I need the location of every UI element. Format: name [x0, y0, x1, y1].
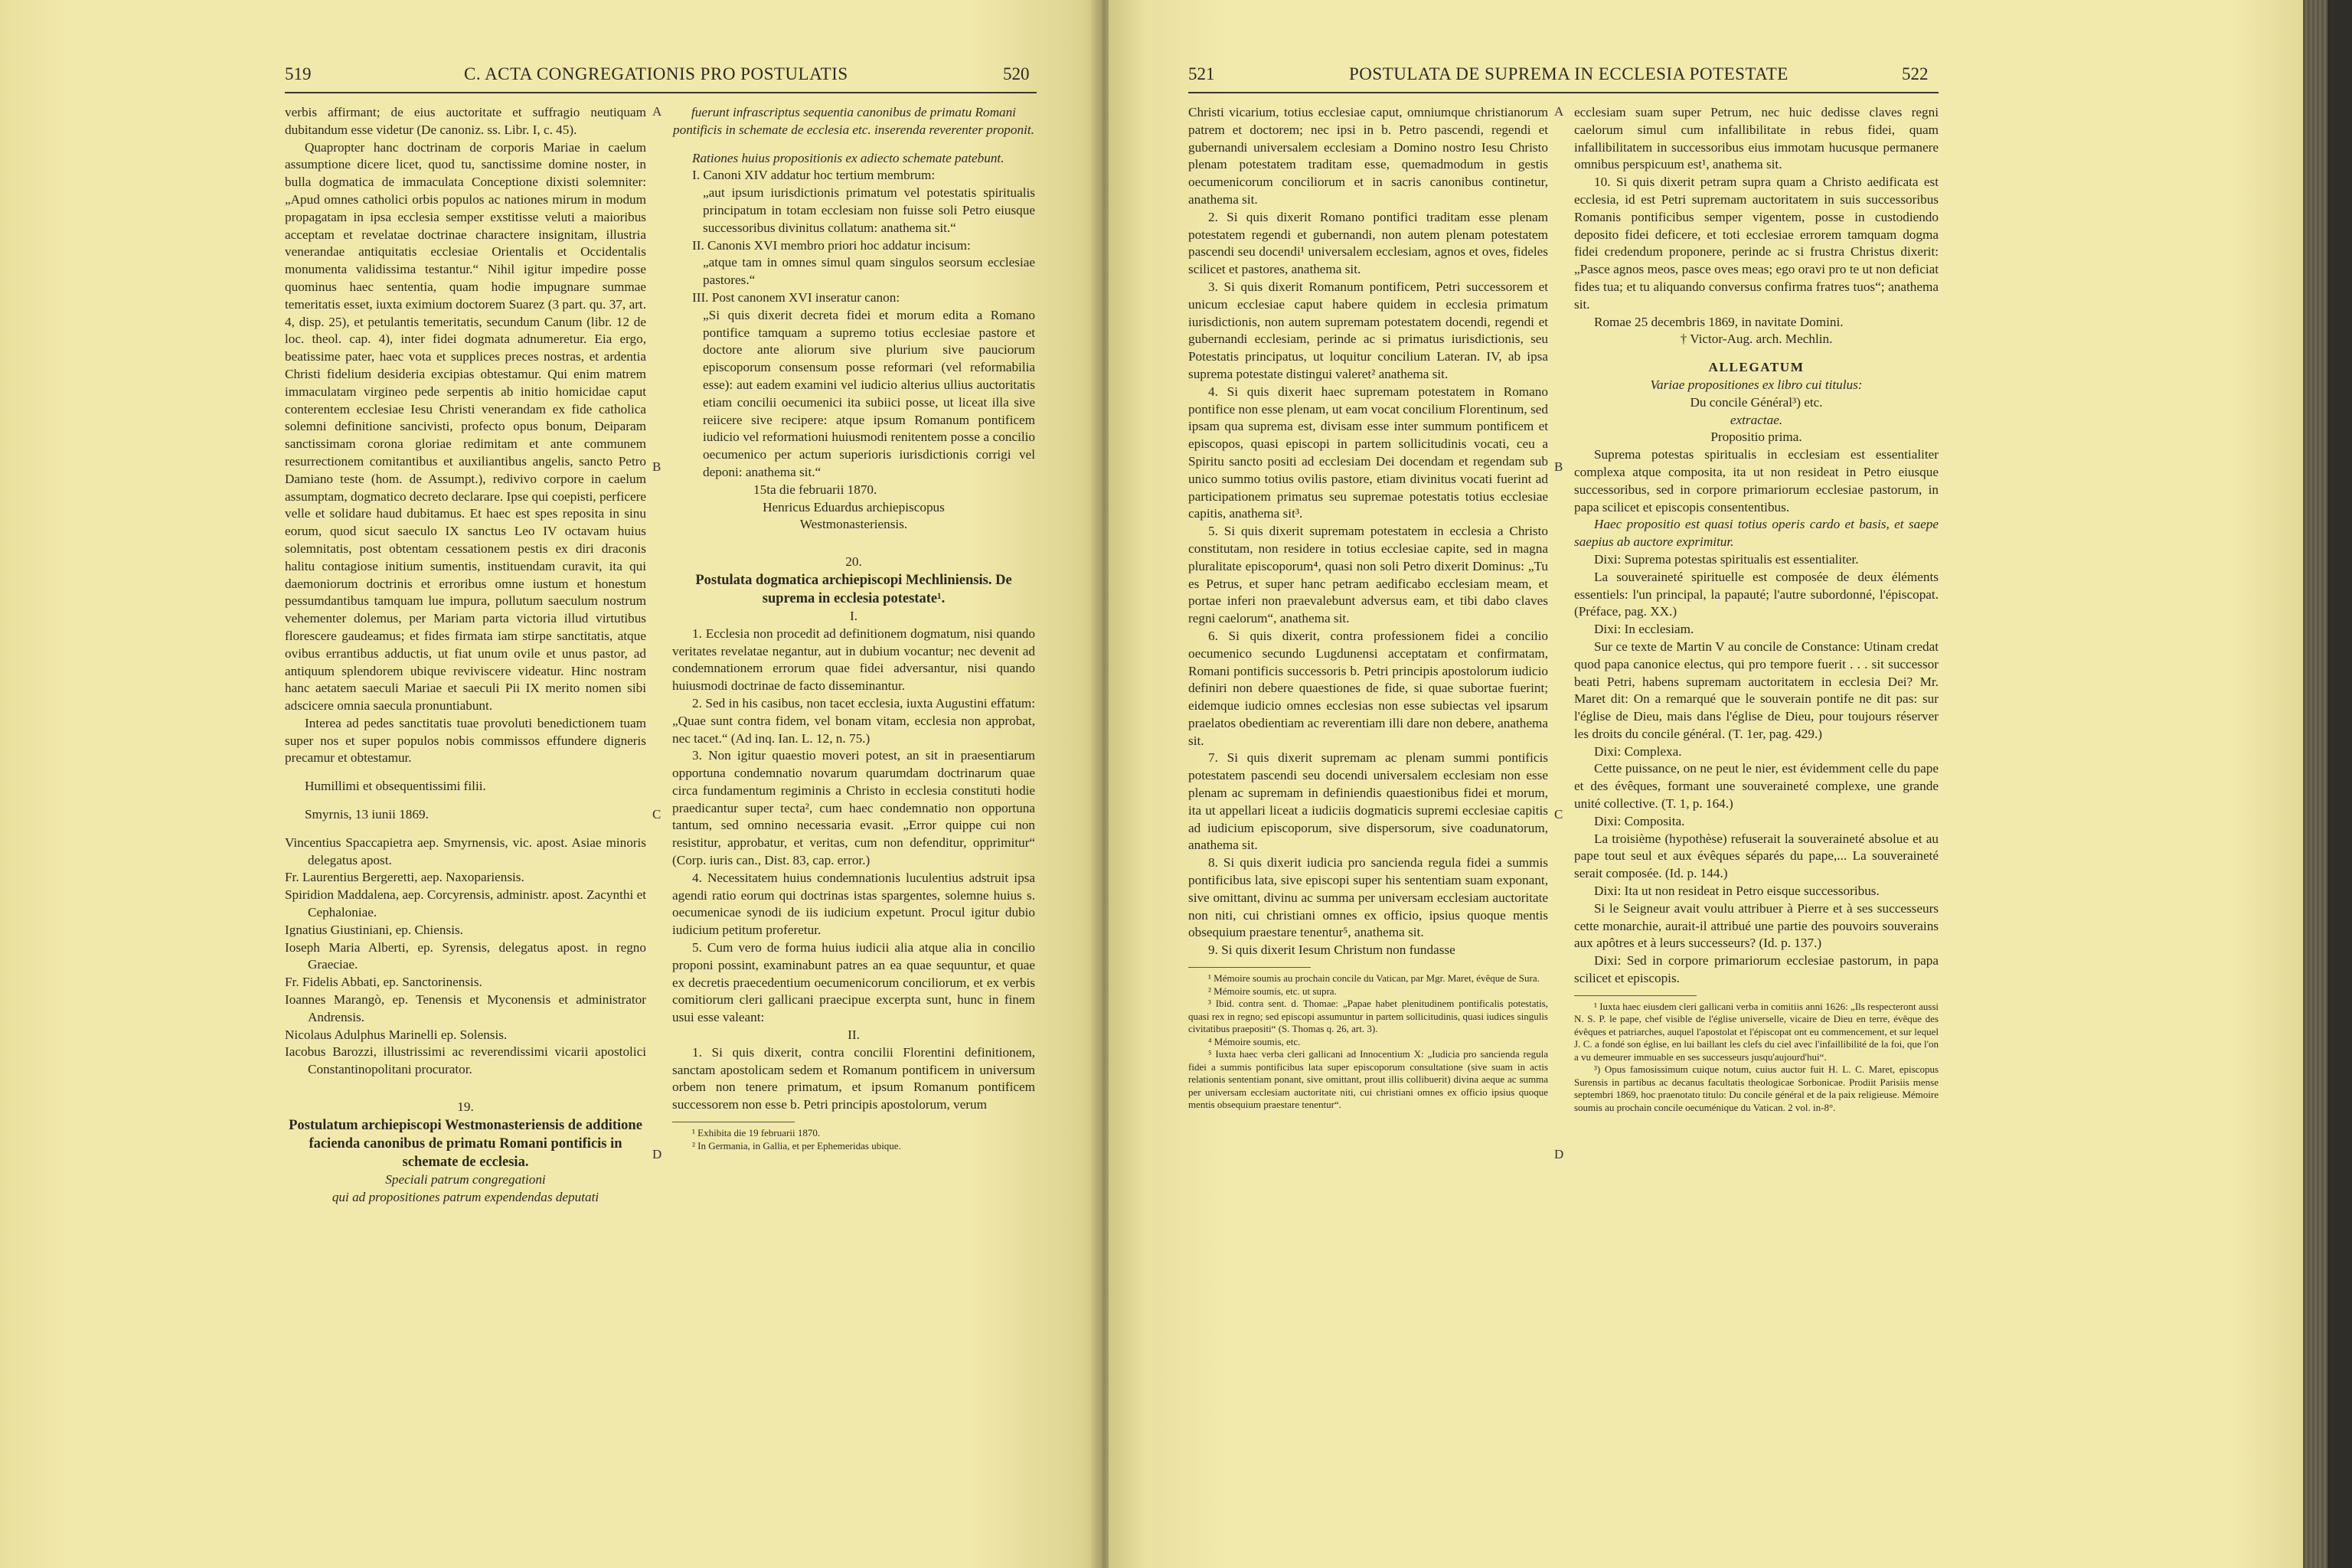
running-head-right: POSTULATA DE SUPREMA IN ECCLESIA POTESTATE: [1349, 64, 1788, 83]
footnote-rule: [1574, 995, 1697, 996]
margin-letter: D: [652, 1147, 662, 1161]
signatory: Ioannes Marangò, ep. Tenensis et Myconensis et administrator Andrensis.: [285, 992, 646, 1024]
margin-letter: D: [1554, 1147, 1564, 1161]
canon-intro: I. Canoni XIV addatur hoc tertium membrum:: [692, 168, 936, 183]
closing-line: Humillimi et obsequentissimi filii.: [305, 779, 486, 794]
paragraph: Dixi: Composita.: [1594, 813, 1685, 828]
paragraph: Dixi: In ecclesiam.: [1594, 622, 1694, 637]
canon-text: „aut ipsum iurisdictionis primatum vel potestatis spiritualis principatum in totam ecclesiam non fuisse soli Petro eiusque successoribus divinitus collatum: anathema sit.“: [703, 185, 1035, 235]
paragraph: 2. Sed in his casibus, non tacet ecclesia, iuxta Augustini effatum: „Quae sunt contra fidem, vel bonam vitam, ecclesia non approbat, nec tacet.“ (Ad inq. Ian. L. 12, n. 75.): [672, 695, 1035, 746]
right-page: [1109, 0, 2303, 1568]
allegatum-subtitle: extractae.: [1730, 412, 1783, 427]
paragraph: 3. Non igitur quaestio moveri potest, an sit in praesentiarum opportuna condemnatio novarum quarumdam doctrinarum quae circa fundamentum regiminis a Christo in ecclesia constituti hodie praedicantur super tecta², cum haec condemnatio non opportuna tantum, sed omnino necessaria evasit. „Error quippe cui non resistitur, approbatur, et veritas, cum non defenditur, opprimitur“ (Corp. iuris can., Dist. 83, cap. error.): [672, 748, 1035, 868]
paragraph: fuerunt infrascriptus sequentia canonibus de primatu Romani pontificis in schemate de ecclesia etc. inserenda reverenter proponit.: [673, 105, 1034, 137]
background-edge: [2328, 0, 2352, 1568]
footnote: ³ Ibid. contra sent. d. Thomae: „Papae habet plenitudinem pontificalis potestatis, quasi rex in regno; sed episcopi assumuntur in partem sollicitudinis, quasi iudices singulis civitatibus praepositi“ (S. Thomas q. 26, art. 3).: [1188, 998, 1548, 1035]
paragraph: 7. Si quis dixerit supremam ac plenam summi pontificis potestatem pascendi seu docendi universalem ecclesiam non esse plenam ac supremam in definiendis quaestionibus fidei et morum, ita ut appellari liceat a iudiciis dogmaticis supremi ecclesiae capitis ad iudicium episcoporum, sive dispersorum, sive coadunatorum, anathema sit.: [1188, 750, 1548, 853]
paragraph: Si le Seigneur avait voulu attribuer à Pierre et à ses successeurs cette monarchie, aurait-il attribué une partie des pouvoirs souverains aux apôtres et à leurs successeurs? (Id. p. 137.): [1574, 900, 1939, 951]
roman-numeral: I.: [849, 608, 858, 623]
paragraph: 5. Si quis dixerit supremam potestatem in ecclesia a Christo constitutam, non residere in totius ecclesiae capite, sed in magna pluralitate episcoporum⁴, quasi non soli Petro dixerit Dominus: „Tu es Petrus, et super hanc petram aedificabo ecclesiam meam, et portae inferi non praevalebunt adversus eam, et tibi dabo claves regni caelorum“, anathema sit.: [1188, 524, 1548, 626]
paragraph: Haec propositio est quasi totius operis cardo et basis, et saepe saepius ab auctore exprimitur.: [1574, 517, 1939, 550]
signatory: Spiridion Maddalena, aep. Corcyrensis, administr. apost. Zacynthi et Cephaloniae.: [285, 887, 646, 920]
paragraph: 3. Si quis dixerit Romanum pontificem, Petri successorem et unicum ecclesiae caput habere quidem in ecclesia primatum iurisdictionis, non autem supremam potestatem docendi, regendi et gubernandi ecclesiam, perinde ac si primatus iurisdictionis, seu Potestatis principatus, ut loquitur concilium Lateran. IV, ab ipsa suprema potestate distingui valeret² anathema sit.: [1188, 279, 1548, 381]
signatory: Vincentius Spaccapietra aep. Smyrnensis, vic. apost. Asiae minoris delegatus apost.: [285, 835, 646, 867]
date-line: Smyrnis, 13 iunii 1869.: [305, 807, 429, 822]
canon-intro: II. Canonis XVI membro priori hoc addatur incisum:: [692, 237, 971, 253]
allegatum-subtitle: Du concile Général³) etc.: [1690, 394, 1823, 410]
paragraph: 2. Si quis dixerit Romano pontifici traditam esse plenam potestatem regendi et gubernandi, non autem plenam potestatem pascendi seu docendi¹ universalem ecclesiam, agnos et oves, fideles scilicet et pastores, anathema sit.: [1188, 209, 1548, 277]
paragraph: Dixi: Sed in corpore primariorum ecclesiae pastorum, in papa scilicet et episcopis.: [1574, 953, 1939, 986]
signature: Henricus Eduardus archiepiscopus: [763, 499, 945, 514]
left-page: [0, 0, 1102, 1568]
section-title: Postulata dogmatica archiepiscopi Mechliniensis. De suprema in ecclesia potestate¹.: [695, 572, 1012, 606]
left-column-1: [285, 104, 646, 1206]
footnote: ¹ Exhibita die 19 februarii 1870.: [692, 1127, 821, 1139]
paragraph: La souveraineté spirituelle est composée de deux éléments essentiels: l'un principal, la papauté; l'autre subordonné, l'épiscopat. (Préface, pag. XX.): [1574, 569, 1939, 619]
paragraph: 10. Si quis dixerit petram supra quam a Christo aedificata est ecclesia, id est Petri supremam auctoritatem in suis successoribus Romanis pontificibus semper vigentem, posse in custodiendo deposito fidei deficere, et toti ecclesiae errorem tamquam dogma fidei credendum proponere, perinde ac si frustra Christus dixerit: „Pasce agnos meos, pasce oves meas; ego oravi pro te ut non deficiat fides tua; et tu aliquando conversus confirma fratres tuos“; anathema sit.: [1574, 175, 1939, 312]
section-subtitle: qui ad propositiones patrum expendendas deputati: [332, 1189, 599, 1204]
footnote: ¹ Iuxta haec eiusdem cleri gallicani verba in comitiis anni 1626: „Ils respecteront aussi N. S. P. le pape, chef visible de l'église universelle, vicaire de Dieu en terre, évêque des évêques et patriarches, auquel l'apostolat et l'épiscopat ont eu commencement, et sur lequel J. C. a fondé son église, en lui baillant les clefs du ciel avec l'infaillibilité de la foi, que l'on a vu demeurer immuable en ses successeurs jusqu'aujourd'hui“.: [1574, 1000, 1939, 1063]
page-number-522: 522: [1902, 64, 1929, 83]
margin-letter: A: [652, 104, 662, 119]
signatory: Iacobus Barozzi, illustrissimi ac reverendissimi vicarii apostolici Constantinopolitani procurator.: [285, 1044, 646, 1077]
signatory: Fr. Laurentius Bergeretti, aep. Naxopariensis.: [285, 870, 524, 885]
section-number: 20.: [845, 554, 862, 570]
signature: † Victor-Aug. arch. Mechlin.: [1680, 332, 1833, 347]
date-line: Romae 25 decembris 1869, in navitate Domini.: [1594, 314, 1844, 329]
paragraph: Sur ce texte de Martin V au concile de Constance: Utinam credat quod papa canonice electus, qui pro tempore fuerit . . . sit successor beati Petri, habens supremam auctoritatem in ecclesia Dei? Mr. Maret dit: On a remarqué que le souverain pontife ne dit pas: sur l'église de Dieu, mais dans l'église de Dieu, pour toujours réserver les droits du concile général. (T. 1er, pag. 429.): [1574, 639, 1939, 741]
margin-letter: C: [652, 807, 662, 822]
page-number-521: 521: [1188, 64, 1215, 83]
allegatum-heading: ALLEGATUM: [1708, 360, 1805, 375]
canon-text: „atque tam in omnes simul quam singulos seorsum ecclesiae pastores.“: [703, 255, 1035, 288]
paragraph: 9. Si quis dixerit Iesum Christum non fundasse: [1208, 942, 1455, 958]
right-column-2: [1574, 104, 1939, 1114]
section-number: 19.: [457, 1099, 474, 1115]
signature: Westmonasteriensis.: [799, 517, 908, 532]
paragraph: Dixi: Suprema potestas spiritualis est essentialiter.: [1594, 551, 1859, 567]
margin-letter: B: [652, 459, 662, 474]
paragraph: Quapropter hanc doctrinam de corporis Mariae in caelum assumptione dicere licet, quod tu, sanctissime domine noster, in bulla dogmatica de immaculata Conceptione dixisti solemniter: „Apud omnes catholici orbis populos ac nationes mirum in modum propagatam in ipsa ecclesia semper exstitisse veluti a maioribus acceptam et revelatae doctrinae charactere insignitam, illustria venerandae antiquitatis ecclesiae Orientalis et Occidentalis monumenta validissima testantur.“ Nihil igitur impedire posse quominus haec sententia, quam hodie impugnare summae temeritatis esset, iuxta eximium doctorem Suarez (3 part. qu. 37, art. 4, disp. 25), et petulantis temeritatis, secundum Canum (libr. 12 de loc. theol. cap. 4), inter fidei dogmata adnumeretur. Eia ergo, beatissime pater, haec vota et supplices preces nostras, et ardentia Christi fidelium desideria excipias obtestamur. Qui enim matrem immaculatam virgineo pede serpentis ab initio homicidae caput conterentem ecclesiae Iesu Christi venerandam ex fide catholica solemni definitione sancivisti, profecto opus bonum, Deiparam sanctissimam corona gloriae redimitam et ante communem resurrectionem comitantibus et auxiliantibus angelis, sancto Petro Damiano teste (hom. de Assumpt.), redivivo corpore in caelum assumptam, dogmatico decreto declarare. Ipse qui coepisti, perficere velle et solidare haud dubitamus. Et haec est spes reposita in sinu eorum, quod sicut saeculo IX sanctus Leo IV octavam huius solemnitatis, post obtentam cessationem pestis ex diri draconis halitu contagiose initium sumentis, instituendam curavit, ita qui daemoniorum doctrinis et erroribus omne iustum et honestum pessumdantibus tamquam lue impura, pollutum saeculum nostrum vehementer dolemus, per Mariam parta victoria illud virtutibus florescere gaudeamus; et fides firmata iam stirpe sanctitatis, atque ovibus errantibus adductis, ut fiat unum ovile et unus pastor, ad antiquum splendorem ubique reviviscere videatur. Hinc nostram hanc aetatem saeculi Mariae et saeculi Pii IX merito nomen sibi adscicere omnia saecula pronuntiabunt.: [285, 139, 646, 714]
footnote: ² In Germania, in Gallia, et per Ephemeridas ubique.: [692, 1139, 901, 1152]
section-subtitle: Speciali patrum congregationi: [385, 1171, 546, 1187]
page-number-519: 519: [285, 64, 312, 83]
footnote-rule: [1188, 967, 1311, 968]
paragraph: Dixi: Complexa.: [1594, 743, 1682, 759]
paragraph: Cette puissance, on ne peut le nier, est évidemment celle du pape et des évêques, formant une souveraineté complexe, une grande unité collective. (T. 1, p. 164.): [1574, 761, 1939, 812]
running-head-left: C. ACTA CONGREGATIONIS PRO POSTULATIS: [464, 64, 848, 83]
margin-letter: B: [1554, 459, 1563, 474]
paragraph: La troisième (hypothèse) refuserait la souveraineté absolue et au pape tout seul et aux évêques séparés du pape,... La souveraineté serait composée. (Id. p. 144.): [1574, 831, 1939, 881]
paragraph: Christi vicarium, totius ecclesiae caput, omniumque christianorum patrem et doctorem; nec ipsi in b. Petro pascendi, regendi et gubernandi universalem ecclesiam a Domino nostro Iesu Christo plenam potestatem traditam esse, quemadmodum in gestis oecumenicorum conciliorum et in sacris canonibus continetur, anathema sit.: [1188, 105, 1548, 207]
left-column-2: [672, 104, 1035, 1152]
footnote: ² Mémoire soumis, etc. ut supra.: [1208, 985, 1337, 997]
page-number-520: 520: [1003, 64, 1030, 83]
paragraph: Interea ad pedes sanctitatis tuae provoluti benedictionem tuam super nos et super populos nobis commissos effundere digneris precamur et obtestamur.: [285, 715, 646, 766]
paragraph: verbis affirmant; de eius auctoritate et suffragio neutiquam dubitandum esse videtur (De canoniz. ss. Libr. I, c. 45).: [285, 105, 646, 137]
allegatum-subtitle: Variae propositiones ex libro cui titulus:: [1650, 377, 1863, 392]
signatory: Ignatius Giustiniani, ep. Chiensis.: [285, 922, 463, 937]
paragraph: 5. Cum vero de forma huius iudicii alia atque alia in concilio proponi possint, examinabunt patres an ea quae sequuntur, et quae ex decretis praecedentium oecumenicorum conciliorum, et ex verbis comitiorum cleri gallicani praecipue excerpta sunt, hunc in finem usui esse valeant:: [672, 940, 1035, 1025]
signatory: Nicolaus Adulphus Marinelli ep. Solensis.: [285, 1027, 508, 1042]
paragraph: 8. Si quis dixerit iudicia pro sancienda regula fidei a summis pontificibus lata, sive episcopi super his sententiam suam exponant, sive omittant, divinu ac summa per universam ecclesiam auctoritate non niti, cui christiani omnes ex officio, ipsius quoque mentis obsequium praestare tenentur⁵, anathema sit.: [1188, 855, 1548, 940]
date-line: 15ta die februarii 1870.: [753, 482, 877, 497]
canon-text: „Si quis dixerit decreta fidei et morum edita a Romano pontifice tamquam a supremo totius ecclesiae pastore et doctore ante aliorum sive plurium sive pauciorum episcoporum consensum posse reformari (vel reformabilia esse): aut eadem examini vel iudicio alterius ullius auctoritatis etiam concilii oecumenici ita subiici posse, ut liceat illa sive reiicere sive recipere: atque ipsum Romanum pontificem iudicio vel reformationi huiusmodi renitentem posse a concilio oecumenico per actum superioris iurisdictionis corrigi vel deponi: anathema sit.“: [703, 307, 1035, 479]
roman-numeral: II.: [848, 1027, 860, 1043]
paragraph: Dixi: Ita ut non resideat in Petro eisque successoribus.: [1594, 884, 1880, 899]
section-title: Postulatum archiepiscopi Westmonasteriensis de additione facienda canonibus de primatu Romani pontificis in schemate de ecclesia.: [289, 1117, 642, 1170]
footnote: ³) Opus famosissimum cuique notum, cuius auctor fuit H. L. C. Maret, episcopus Surensis in partibus ac decanus facultatis theologicae Sorbonicae. Prodiit Parisiis mense septembri 1869, hoc praenotato titulo: Du concile général et de la paix religieuse. Mémoire soumis au prochain concile oecuménique du Vatican. 2 vol. in-8°.: [1574, 1063, 1939, 1113]
header-rule-right: [1188, 92, 1939, 93]
signatory: Fr. Fidelis Abbati, ep. Sanctorinensis.: [285, 975, 482, 990]
paragraph: 1. Si quis dixerit, contra concilii Florentini definitionem, sanctam apostolicam sedem et Romanum pontificem in universum orbem non tenere primatum, et ipsum Romanum pontificem successorem non esse b. Petri principis apostolorum, verum: [672, 1044, 1035, 1112]
header-rule-left: [285, 92, 1037, 93]
paragraph: 4. Si quis dixerit haec supremam potestatem in Romano pontifice non esse plenam, ut eam vocat concilium Florentinum, sed ipsam qua suprema est, divisam esse inter summum pontificem et episcopos, quasi episcopi in partem sollicitudinis vocati, ceu a Spiritu sancto positi ad ecclesiam Dei docendam et regendam sub unico summo totius ovilis pastore, etiam divinitus vocati fuerint ad participationem primatus seu supremae potestatis totius ecclesiae capitis, anathema sit³.: [1188, 384, 1548, 521]
signatory: Ioseph Maria Alberti, ep. Syrensis, delegatus apost. in regno Graeciae.: [285, 939, 646, 972]
propositio-heading: Propositio prima.: [1710, 430, 1802, 445]
footnote: ¹ Mémoire soumis au prochain concile du Vatican, par Mgr. Maret, évêque de Sura.: [1208, 972, 1540, 985]
paragraph: Rationes huius propositionis ex adiecto schemate patebunt.: [692, 150, 1004, 165]
margin-letter: C: [1554, 807, 1563, 822]
margin-letter: A: [1554, 104, 1564, 119]
paragraph: 6. Si quis dixerit, contra professionem fidei a concilio oecumenico secundo Lugdunensi acceptatam et confirmatam, Romani pontificis successoris b. Petri principis apostolorum iudicio definiri non debere quaestiones de fide, si quae subortae fuerint; eidemque iudicio omnes ecclesias non esse subiectas vel ipsarum praelatos obedientiam ac reverentiam illi dare non debere, anathema sit.: [1188, 628, 1548, 748]
right-column-1: [1188, 104, 1548, 1112]
paragraph: 4. Necessitatem huius condemnationis luculentius adstruit ipsa agendi ratio eorum qui doctrinas istas spargentes, solemne huius s. oecumenicae synodi de iis iudicium expetunt. Procul igitur dubio iudicium petitum proferetur.: [672, 870, 1035, 938]
canon-intro: III. Post canonem XVI inseratur canon:: [692, 289, 900, 305]
paragraph: 1. Ecclesia non procedit ad definitionem dogmatum, nisi quando veritates revelatae negantur, aut in dubium vocantur; nec devenit ad condemnationem errorum quae fidei adversantur, nisi quando huiusmodi doctrinae de facto disseminantur.: [672, 626, 1035, 694]
paragraph: Suprema potestas spiritualis in ecclesiam est essentialiter complexa atque composita, ita ut non resideat in Petro eiusque successoribus, sed in corpore primariorum ecclesiae pastorum, in papa scilicet et episcopis consententibus.: [1574, 447, 1939, 514]
footnote: ⁴ Mémoire soumis, etc.: [1208, 1035, 1301, 1047]
paragraph: ecclesiam suam super Petrum, nec huic dedisse claves regni caelorum simul cum infallibilitate in rebus fidei, quam infallibilitatem in successoribus eius immotam hucusque permanere omnibus perspicuum est¹, anathema sit.: [1574, 105, 1939, 172]
footnote: ⁵ Iuxta haec verba cleri gallicani ad Innocentium X: „Iudicia pro sancienda regula fidei a summis pontificibus lata super episcoporum consultatione (sive suam in actis relationis sententiam ponant, sive omittant, prout illis collibuerit) divina aeque ac summa per universam ecclesiam auctoritate niti, cui christiani omnes ex officio ipsius quoque mentis obsequium praestare tenentur“.: [1188, 1048, 1548, 1111]
